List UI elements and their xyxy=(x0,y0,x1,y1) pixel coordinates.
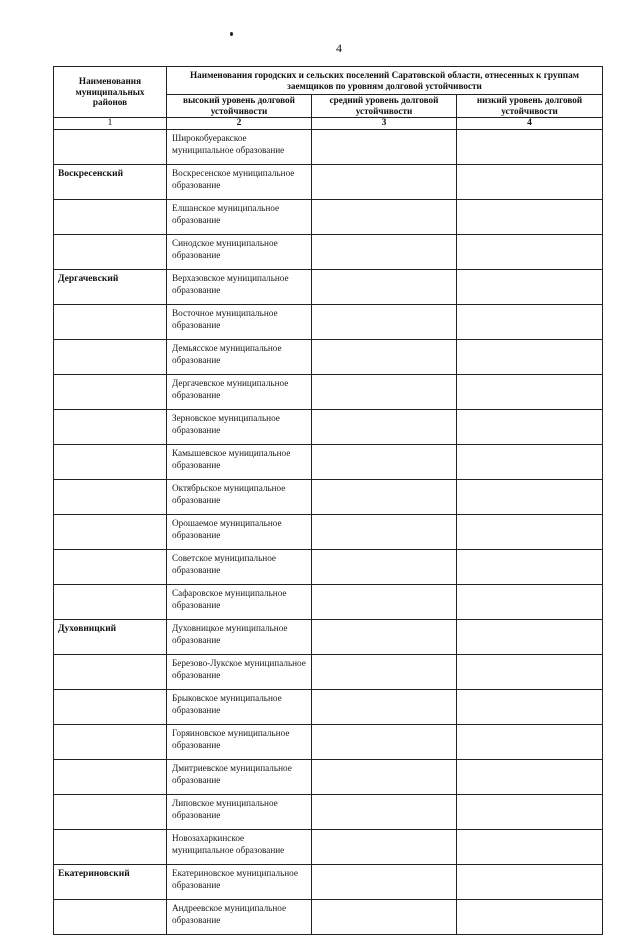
district-name xyxy=(54,690,167,725)
column-number: 4 xyxy=(457,118,603,130)
district-name xyxy=(54,655,167,690)
medium-level-cell xyxy=(312,550,457,585)
low-level-cell xyxy=(457,340,603,375)
municipality-name: Горяиновское муниципальное образование xyxy=(167,725,312,760)
table-row xyxy=(54,130,603,165)
table-row xyxy=(54,235,603,270)
table-row xyxy=(54,375,603,410)
low-level-cell xyxy=(457,690,603,725)
municipality-name: Дмитриевское муниципальное образование xyxy=(167,760,312,795)
medium-level-cell xyxy=(312,480,457,515)
table-row xyxy=(54,725,603,760)
header-medium-level: средний уровень долговой устойчивости xyxy=(312,95,457,118)
low-level-cell xyxy=(457,165,603,200)
debt-stability-table xyxy=(53,66,603,935)
medium-level-cell xyxy=(312,305,457,340)
district-name xyxy=(54,410,167,445)
table-row xyxy=(54,865,603,900)
header-group: Наименования городских и сельских поселений Саратовской области, отнесенных к группам заемщиков по уровням долговой устойчивости xyxy=(167,67,603,95)
low-level-cell xyxy=(457,235,603,270)
municipality-name: Сафаровское муниципальное образование xyxy=(167,585,312,620)
page-number: 4 xyxy=(336,41,342,55)
table-row xyxy=(54,760,603,795)
district-name xyxy=(54,130,167,165)
district-name xyxy=(54,795,167,830)
municipality-name: Зерновское муниципальное образование xyxy=(167,410,312,445)
medium-level-cell xyxy=(312,725,457,760)
district-name xyxy=(54,550,167,585)
municipality-name: Орошаемое муниципальное образование xyxy=(167,515,312,550)
medium-level-cell xyxy=(312,585,457,620)
table-row xyxy=(54,305,603,340)
municipality-name: Брыковское муниципальное образование xyxy=(167,690,312,725)
medium-level-cell xyxy=(312,200,457,235)
table-row xyxy=(54,340,603,375)
table-row xyxy=(54,165,603,200)
low-level-cell xyxy=(457,515,603,550)
column-numbers-row xyxy=(54,118,603,130)
municipality-name: Воскресенское муниципальное образование xyxy=(167,165,312,200)
district-name xyxy=(54,235,167,270)
column-number: 1 xyxy=(54,118,167,130)
medium-level-cell xyxy=(312,340,457,375)
medium-level-cell xyxy=(312,270,457,305)
municipality-name: Елшанское муниципальное образование xyxy=(167,200,312,235)
municipality-name: Березово-Лукское муниципальное образование xyxy=(167,655,312,690)
medium-level-cell xyxy=(312,445,457,480)
district-name xyxy=(54,515,167,550)
column-number: 3 xyxy=(312,118,457,130)
municipality-name: Верхазовское муниципальное образование xyxy=(167,270,312,305)
medium-level-cell xyxy=(312,620,457,655)
medium-level-cell xyxy=(312,655,457,690)
district-name xyxy=(54,830,167,865)
municipality-name: Октябрьское муниципальное образование xyxy=(167,480,312,515)
table-row xyxy=(54,690,603,725)
district-name: Дергачевский xyxy=(54,270,167,305)
low-level-cell xyxy=(457,375,603,410)
low-level-cell xyxy=(457,795,603,830)
header-districts: Наименования муниципальных районов xyxy=(54,67,167,118)
district-name xyxy=(54,480,167,515)
table-row xyxy=(54,795,603,830)
low-level-cell xyxy=(457,620,603,655)
medium-level-cell xyxy=(312,235,457,270)
low-level-cell xyxy=(457,445,603,480)
municipality-name: Советское муниципальное образование xyxy=(167,550,312,585)
table-row xyxy=(54,200,603,235)
medium-level-cell xyxy=(312,130,457,165)
municipality-name: Екатериновское муниципальное образование xyxy=(167,865,312,900)
municipality-name: Синодское муниципальное образование xyxy=(167,235,312,270)
table-body xyxy=(54,118,603,935)
low-level-cell xyxy=(457,130,603,165)
medium-level-cell xyxy=(312,690,457,725)
district-name xyxy=(54,585,167,620)
low-level-cell xyxy=(457,480,603,515)
medium-level-cell xyxy=(312,165,457,200)
table-row xyxy=(54,830,603,865)
municipality-name: Широкобуеракское муниципальное образование xyxy=(167,130,312,165)
municipality-name: Новозахаркинское муниципальное образование xyxy=(167,830,312,865)
table-row xyxy=(54,655,603,690)
municipality-name: Демьясское муниципальное образование xyxy=(167,340,312,375)
header-low-level: низкий уровень долговой устойчивости xyxy=(457,95,603,118)
header-high-level: высокий уровень долговой устойчивости xyxy=(167,95,312,118)
medium-level-cell xyxy=(312,795,457,830)
low-level-cell xyxy=(457,655,603,690)
low-level-cell xyxy=(457,305,603,340)
low-level-cell xyxy=(457,585,603,620)
district-name xyxy=(54,760,167,795)
low-level-cell xyxy=(457,270,603,305)
district-name xyxy=(54,725,167,760)
district-name xyxy=(54,340,167,375)
table-row xyxy=(54,550,603,585)
district-name xyxy=(54,200,167,235)
table-row xyxy=(54,270,603,305)
low-level-cell xyxy=(457,550,603,585)
scan-mark xyxy=(230,32,233,36)
district-name: Екатериновский xyxy=(54,865,167,900)
district-name xyxy=(54,375,167,410)
medium-level-cell xyxy=(312,515,457,550)
district-name xyxy=(54,445,167,480)
district-name xyxy=(54,305,167,340)
table-row xyxy=(54,515,603,550)
medium-level-cell xyxy=(312,760,457,795)
table-row xyxy=(54,620,603,655)
municipality-name: Восточное муниципальное образование xyxy=(167,305,312,340)
district-name: Духовницкий xyxy=(54,620,167,655)
medium-level-cell xyxy=(312,375,457,410)
column-number: 2 xyxy=(167,118,312,130)
municipality-name: Дергачевское муниципальное образование xyxy=(167,375,312,410)
low-level-cell xyxy=(457,410,603,445)
low-level-cell xyxy=(457,725,603,760)
district-name: Воскресенский xyxy=(54,165,167,200)
medium-level-cell xyxy=(312,410,457,445)
table-row xyxy=(54,410,603,445)
municipality-name: Камышевское муниципальное образование xyxy=(167,445,312,480)
municipality-name: Андреевское муниципальное образование xyxy=(167,900,312,935)
low-level-cell xyxy=(457,865,603,900)
low-level-cell xyxy=(457,760,603,795)
low-level-cell xyxy=(457,200,603,235)
table-row xyxy=(54,585,603,620)
medium-level-cell xyxy=(312,865,457,900)
low-level-cell xyxy=(457,830,603,865)
table-row xyxy=(54,445,603,480)
municipality-name: Липовское муниципальное образование xyxy=(167,795,312,830)
municipality-name: Духовницкое муниципальное образование xyxy=(167,620,312,655)
table-row xyxy=(54,480,603,515)
medium-level-cell xyxy=(312,830,457,865)
